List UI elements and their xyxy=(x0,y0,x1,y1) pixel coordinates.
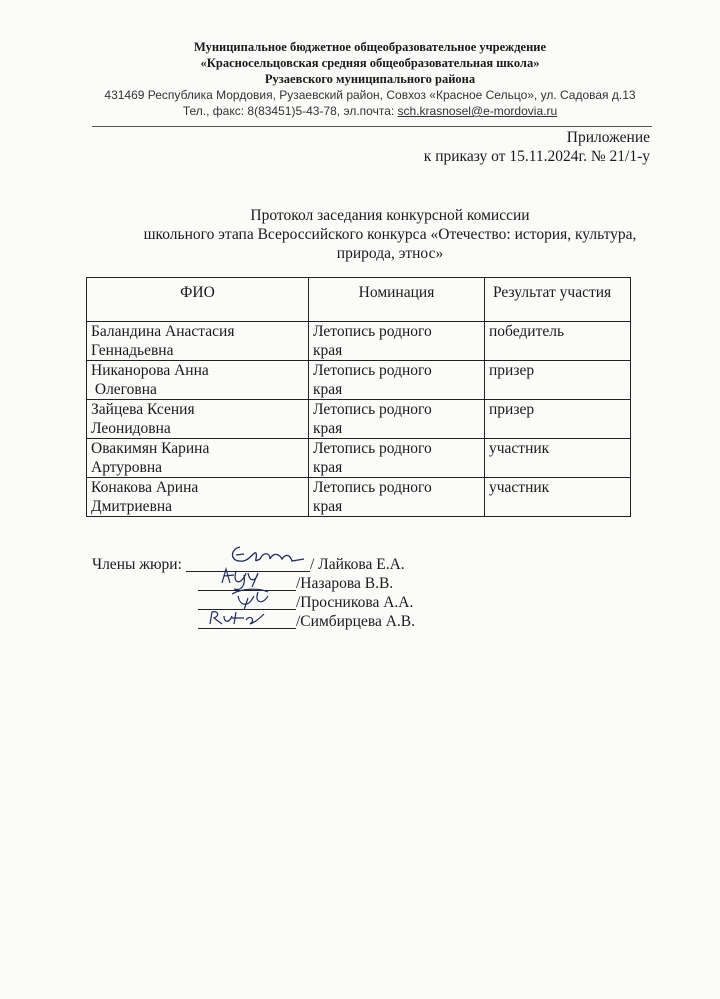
table-row xyxy=(87,400,631,439)
nomination-cell: Летопись родного края xyxy=(309,400,485,439)
table-row xyxy=(87,322,631,361)
nomination-cell: Летопись родного края xyxy=(309,439,485,478)
header-fio: ФИО xyxy=(87,278,309,322)
school-name-line: «Красносельцовская средняя общеобразовательная школа» xyxy=(200,56,540,70)
jury-member: /Назарова В.В. xyxy=(296,575,394,592)
protocol-title-line1: Протокол заседания конкурсной комиссии xyxy=(250,207,530,224)
district-line: Рузаевского муниципального района xyxy=(264,72,476,86)
contacts-line xyxy=(0,103,720,119)
table-row xyxy=(87,478,631,517)
header-divider xyxy=(92,126,652,127)
result-cell: участник xyxy=(485,478,631,517)
jury-member: /Симбирцева А.В. xyxy=(296,613,416,630)
result-cell: призер xyxy=(485,400,631,439)
table-row xyxy=(87,361,631,400)
annex-order: к приказу от 15.11.2024г. № 21/1-у xyxy=(423,148,650,165)
protocol-title-line3: природа, этнос» xyxy=(336,245,444,262)
header-result: Результат участия xyxy=(485,278,631,322)
result-cell: победитель xyxy=(485,322,631,361)
nomination-cell: Летопись родного края xyxy=(309,361,485,400)
jury-label: Члены жюри: xyxy=(92,556,182,573)
signature-image xyxy=(204,606,270,632)
jury-member: / Лайкова Е.А. xyxy=(310,556,405,573)
results-table xyxy=(86,277,631,517)
school-type-line: Муниципальное бюджетное общеобразовательное учреждение xyxy=(193,40,547,54)
address-line: 431469 Республика Мордовия, Рузаевский район, Совхоз «Красное Сельцо», ул. Садовая д.13 xyxy=(104,88,636,102)
jury-member: /Просникова А.А. xyxy=(296,594,414,611)
table-header-row xyxy=(87,278,631,322)
header-nomination: Номинация xyxy=(309,278,485,322)
nomination-cell: Летопись родного края xyxy=(309,478,485,517)
email-link[interactable]: sch.krasnosel@e-mordovia.ru xyxy=(397,104,558,118)
protocol-title-line2: школьного этапа Всероссийского конкурса «Отечество: история, культура, xyxy=(143,226,637,243)
name-cell: Конакова Арина Дмитриевна xyxy=(87,478,309,517)
name-cell: Овакимян Карина Артуровна xyxy=(87,439,309,478)
name-cell: Никанорова Анна Олеговна xyxy=(87,361,309,400)
result-cell: участник xyxy=(485,439,631,478)
contacts-prefix: Тел., факс: 8(83451)5-43-78, эл.почта: xyxy=(182,104,398,118)
nomination-cell: Летопись родного края xyxy=(309,322,485,361)
annex-label: Приложение xyxy=(566,129,650,146)
result-cell: призер xyxy=(485,361,631,400)
table-row xyxy=(87,439,631,478)
name-cell: Баландина Анастасия Геннадьевна xyxy=(87,322,309,361)
name-cell: Зайцева Ксения Леонидовна xyxy=(87,400,309,439)
